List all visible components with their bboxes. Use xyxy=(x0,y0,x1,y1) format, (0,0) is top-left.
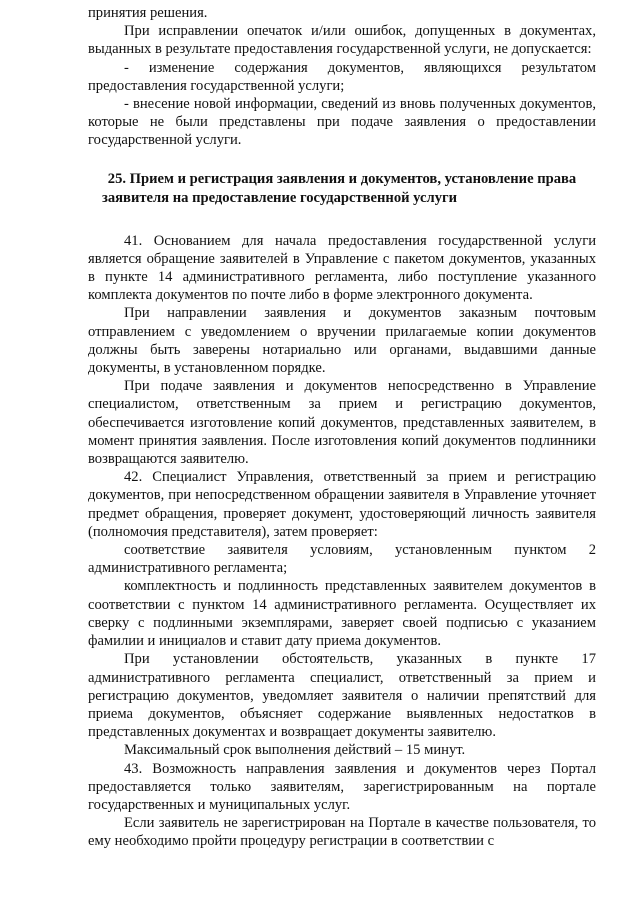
paragraph-direct-submission: При подаче заявления и документов непосредственно в Управление специалистом, ответственным за прием и регистрацию документов, обеспечивается изготовление копий документов, представленных заявителем, в момент принятия заявления. После изготовления копий документов подлинники возвращаются заявителю. xyxy=(88,378,596,468)
list-item-new-information: - внесение новой информации, сведений из вновь полученных документов, которые не были представлены при подаче заявления о предоставлении государственной услуги. xyxy=(88,96,596,149)
paragraph-41: 41. Основанием для начала предоставления государственной услуги является обращение заявителей в Управление с пакетом документов, указанных в пункте 14 административного регламента, либо поступление указанного комплекта документов по почте либо в форме электронного документа. xyxy=(88,232,596,304)
list-item-content-change: - изменение содержания документов, являющихся результатом предоставления государственной услуги; xyxy=(88,59,596,94)
paragraph-42: 42. Специалист Управления, ответственный за прием и регистрацию документов, при непосредственном обращении заявителя в Управление уточняет предмет обращения, проверяет документ, удостоверяющий личность заявителя (полномочия представителя), затем проверяет: xyxy=(88,469,596,540)
paragraph-applicant-conditions: соответствие заявителя условиям, установленным пунктом 2 административного регламента; xyxy=(88,542,596,577)
paragraph-43: 43. Возможность направления заявления и документов через Портал предоставляется только заявителям, зарегистрированным на портале государственных и муниципальных услуг. xyxy=(88,760,596,813)
paragraph-continuation: принятия решения. xyxy=(88,5,208,21)
paragraph-corrections: При исправлении опечаток и/или ошибок, допущенных в документах, выданных в результате предоставления государственной услуги, не допускается: xyxy=(88,23,596,58)
section-heading: 25. Прием и регистрация заявления и документов, установление права заявителя на предоставление государственной услуги xyxy=(102,170,577,206)
paragraph-max-duration: Максимальный срок выполнения действий – 15 минут. xyxy=(124,742,466,759)
paragraph-mail-submission: При направлении заявления и документов заказным почтовым отправлением с уведомлением о вручении прилагаемые копии документов должны быть заверены нотариально или органами, выдавшими данные документы, в установленном порядке. xyxy=(88,305,596,377)
paragraph-registration: Если заявитель не зарегистрирован на Портале в качестве пользователя, то ему необходимо пройти процедуру регистрации в соответствии с xyxy=(88,815,596,850)
paragraph-circumstances: При установлении обстоятельств, указанных в пункте 17 административного регламента специалист, ответственный за прием и регистрацию документов, уведомляет заявителя о наличии препятствий для приема документов, объясняет содержание выявленных недостатков в представленных документах и возвращает документы заявителю. xyxy=(88,651,596,741)
paragraph-completeness-check: комплектность и подлинность представленных заявителем документов в соответствии с пунктом 14 административного регламента. Осуществляет их сверку с подлинными экземплярами, заверяет своей подписью с указанием фамилии и инициалов и ставит дату приема документов. xyxy=(88,578,596,650)
